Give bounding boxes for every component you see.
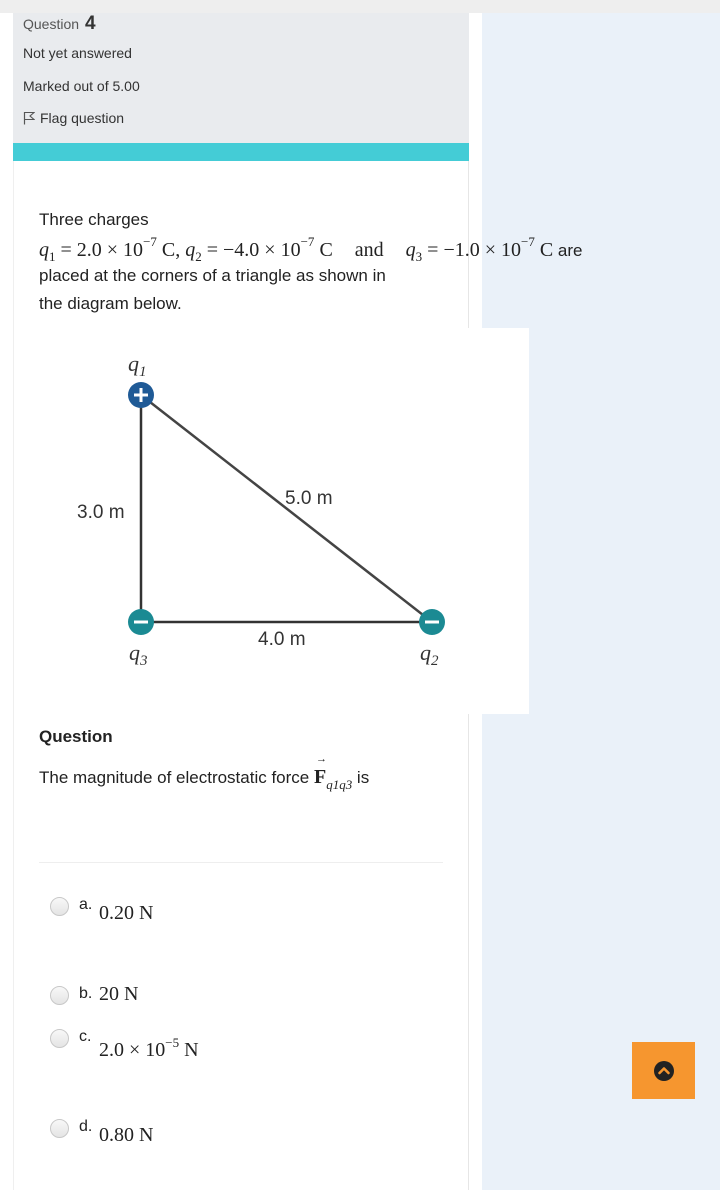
option-b-letter: b.: [79, 985, 93, 1002]
accent-bar: [13, 143, 469, 161]
top-bar: [0, 0, 720, 13]
option-a-letter: a.: [79, 896, 93, 913]
triangle-diagram: [39, 328, 529, 714]
content-left-border: [13, 160, 14, 1190]
option-a-value[interactable]: 0.20 N: [99, 902, 154, 924]
option-d-letter: d.: [79, 1118, 93, 1135]
flag-question-label: Flag question: [40, 110, 125, 126]
side-hypotenuse-label: 5.0 m: [285, 488, 333, 509]
option-b-value[interactable]: 20 N: [99, 983, 139, 1005]
option-a-radio[interactable]: [50, 897, 69, 916]
question-prompt: The magnitude of electrostatic force → $F_{q1q3}$ is: [39, 766, 369, 793]
flag-question-link[interactable]: [23, 110, 124, 126]
side-vertical-label: 3.0 m: [77, 502, 125, 523]
answer-separator: [39, 862, 443, 863]
question-marks: Marked out of 5.00: [23, 78, 140, 94]
force-vector-symbol: → F: [314, 766, 326, 788]
option-c-value[interactable]: $2.0 \times 10^{-5}$ N: [99, 1035, 199, 1061]
question-info-panel: [13, 13, 469, 143]
q3-label: $q_3$: [129, 640, 148, 669]
answer-status: Not yet answered: [23, 45, 132, 61]
question-heading: Question: [39, 727, 113, 746]
q1-label: $q_1$: [128, 351, 147, 380]
question-number-value: 4: [84, 13, 96, 34]
question-intro: Three charges: [39, 210, 149, 229]
question-text-line-3: the diagram below.: [39, 294, 182, 313]
scroll-to-top-button[interactable]: [632, 1042, 695, 1099]
flag-outline-icon: [23, 111, 35, 125]
q2-label: $q_2$: [420, 640, 439, 669]
charges-formula: $q_1 = 2.0 \times 10^{-7}$ C, $q_2 = -4.0 \times 10^{-7}$ C and $q_3 = -1.0 \times 10^{-7}$ C are: [39, 234, 583, 264]
charge-q2-marker: [419, 609, 445, 635]
option-d-radio[interactable]: [50, 1119, 69, 1138]
side-horizontal-label: 4.0 m: [258, 629, 306, 650]
option-b-radio[interactable]: [50, 986, 69, 1005]
triangle-diagram-svg: [39, 328, 529, 714]
option-d-value[interactable]: 0.80 N: [99, 1124, 154, 1146]
charge-q3-marker: [128, 609, 154, 635]
option-c-radio[interactable]: [50, 1029, 69, 1048]
question-number: Question 4: [23, 13, 96, 34]
option-c-letter: c.: [79, 1028, 92, 1045]
question-text-line-2: placed at the corners of a triangle as shown in: [39, 266, 386, 285]
charge-q1-marker: [128, 382, 154, 408]
chevron-up-circle-icon: [653, 1060, 675, 1082]
